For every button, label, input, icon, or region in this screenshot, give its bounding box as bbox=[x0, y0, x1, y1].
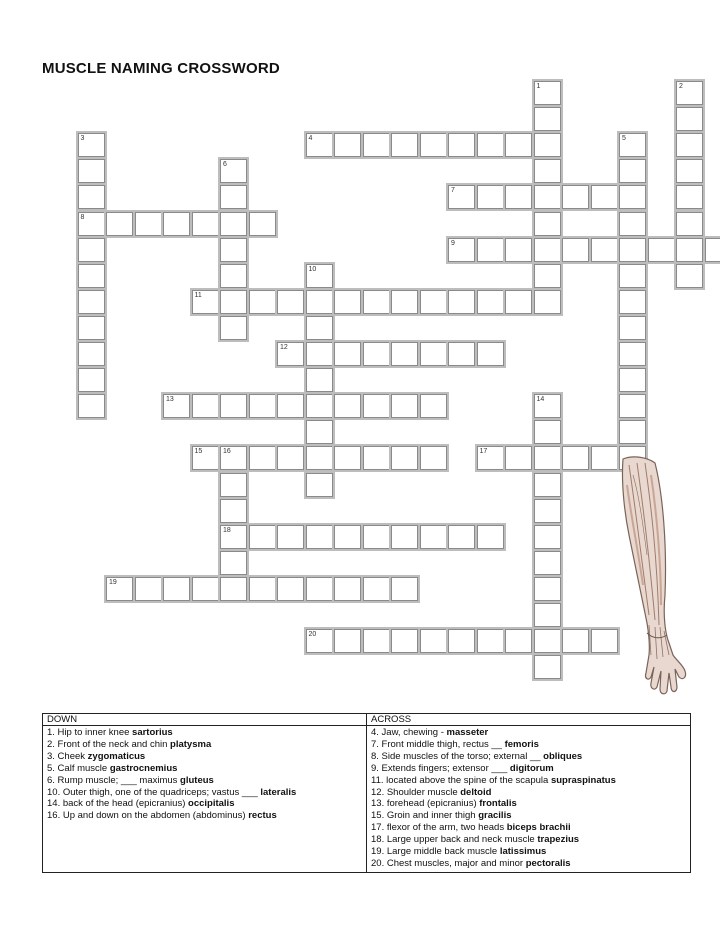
grid-cell[interactable] bbox=[477, 525, 504, 549]
clue-text: 14. back of the head (epicranius) bbox=[47, 798, 189, 810]
grid-cell[interactable] bbox=[477, 446, 504, 470]
grid-cell[interactable] bbox=[220, 290, 247, 314]
grid-cell[interactable] bbox=[534, 525, 561, 549]
grid-cell[interactable] bbox=[192, 212, 219, 236]
clue-answer: platysma bbox=[170, 738, 212, 750]
clue-answer: supraspinatus bbox=[550, 774, 616, 786]
grid-cell[interactable] bbox=[277, 342, 304, 366]
grid-cell[interactable] bbox=[277, 394, 304, 418]
down-clue bbox=[47, 763, 362, 775]
down-clue bbox=[47, 798, 362, 810]
clue-answer: biceps brachii bbox=[506, 822, 571, 834]
across-clue bbox=[371, 763, 686, 775]
across-clue bbox=[371, 810, 686, 822]
grid-cell[interactable] bbox=[676, 81, 703, 105]
across-header: ACROSS bbox=[367, 714, 691, 726]
grid-cell[interactable] bbox=[505, 238, 532, 262]
grid-cell[interactable] bbox=[334, 394, 361, 418]
grid-cell[interactable] bbox=[192, 446, 219, 470]
grid-cell[interactable] bbox=[420, 394, 447, 418]
clue-number: 11 bbox=[194, 291, 202, 299]
grid-cell[interactable] bbox=[391, 446, 418, 470]
grid-cell[interactable] bbox=[220, 185, 247, 209]
grid-cell[interactable] bbox=[363, 446, 390, 470]
down-clue bbox=[47, 810, 362, 822]
grid-cell[interactable] bbox=[676, 107, 703, 131]
clue-text: 8. Side muscles of the torso; external __ bbox=[371, 750, 544, 762]
down-clue bbox=[47, 775, 362, 787]
clue-answer: gluteus bbox=[180, 774, 214, 786]
grid-cell[interactable] bbox=[591, 185, 618, 209]
grid-cell[interactable] bbox=[534, 264, 561, 288]
grid-cell[interactable] bbox=[363, 290, 390, 314]
clue-number: 18 bbox=[223, 526, 231, 534]
grid-cell[interactable] bbox=[534, 499, 561, 523]
clue-number: 10 bbox=[308, 265, 317, 273]
clue-text: 18. Large upper back and neck muscle bbox=[371, 834, 538, 846]
clue-text: 11. located above the spine of the scapula bbox=[371, 774, 551, 786]
clue-text: 7. Front middle thigh, rectus __ bbox=[371, 738, 505, 750]
grid-cell[interactable] bbox=[192, 577, 219, 601]
grid-cell[interactable] bbox=[277, 525, 304, 549]
grid-cell[interactable] bbox=[676, 264, 703, 288]
clue-number: 8 bbox=[80, 213, 85, 221]
clue-number: 14 bbox=[536, 396, 545, 404]
grid-cell[interactable] bbox=[562, 629, 589, 653]
clue-text: 6. Rump muscle; ___ maximus bbox=[47, 774, 181, 786]
grid-cell[interactable] bbox=[334, 446, 361, 470]
clue-answer: deltoid bbox=[460, 786, 492, 798]
clue-text: 15. Groin and inner thigh bbox=[371, 810, 479, 822]
grid-cell[interactable] bbox=[220, 577, 247, 601]
grid-cell[interactable] bbox=[78, 159, 105, 183]
clue-text: 5. Calf muscle bbox=[47, 762, 110, 774]
grid-cell[interactable] bbox=[448, 629, 475, 653]
grid-cell[interactable] bbox=[249, 577, 276, 601]
grid-cell[interactable] bbox=[277, 446, 304, 470]
grid-cell[interactable] bbox=[334, 629, 361, 653]
grid-cell[interactable] bbox=[505, 290, 532, 314]
grid-cell[interactable] bbox=[477, 629, 504, 653]
forearm-muscle-illustration-icon bbox=[613, 455, 689, 695]
grid-cell[interactable] bbox=[249, 525, 276, 549]
grid-cell[interactable] bbox=[591, 238, 618, 262]
grid-cell[interactable] bbox=[676, 159, 703, 183]
clue-text: 9. Extends fingers; extensor ___ bbox=[371, 762, 510, 774]
clue-answer: zygomaticus bbox=[87, 750, 146, 762]
grid-cell[interactable] bbox=[391, 629, 418, 653]
grid-cell[interactable] bbox=[135, 577, 162, 601]
clue-text: 20. Chest muscles, major and minor bbox=[371, 857, 526, 869]
grid-cell[interactable] bbox=[277, 290, 304, 314]
grid-cell[interactable] bbox=[534, 655, 561, 679]
grid-cell[interactable] bbox=[420, 629, 447, 653]
grid-cell[interactable] bbox=[391, 577, 418, 601]
clue-answer: pectoralis bbox=[525, 857, 571, 869]
clue-number: 1 bbox=[536, 83, 541, 90]
grid-cell[interactable] bbox=[277, 577, 304, 601]
grid-cell[interactable] bbox=[505, 133, 532, 157]
clue-number: 17 bbox=[479, 448, 488, 456]
grid-cell[interactable] bbox=[363, 133, 390, 157]
grid-cell[interactable] bbox=[391, 290, 418, 314]
grid-cell[interactable] bbox=[534, 603, 561, 627]
grid-cell[interactable] bbox=[619, 290, 646, 314]
grid-cell[interactable] bbox=[306, 316, 333, 340]
grid-cell[interactable] bbox=[306, 629, 333, 653]
grid-cell[interactable] bbox=[534, 629, 561, 653]
grid-cell[interactable] bbox=[249, 290, 276, 314]
grid-cell[interactable] bbox=[477, 238, 504, 262]
clue-number: 7 bbox=[451, 187, 455, 195]
clue-answer: masseter bbox=[446, 727, 489, 738]
clue-text: 2. Front of the neck and chin bbox=[47, 738, 171, 750]
grid-cell[interactable] bbox=[306, 525, 333, 549]
grid-cell[interactable] bbox=[562, 238, 589, 262]
clue-answer: sartorius bbox=[132, 727, 173, 738]
clue-text: 1. Hip to inner knee bbox=[47, 727, 133, 738]
grid-cell[interactable] bbox=[505, 629, 532, 653]
grid-cell[interactable] bbox=[619, 420, 646, 444]
clue-number: 9 bbox=[451, 239, 455, 247]
clue-answer: gracilis bbox=[478, 810, 512, 822]
down-clue bbox=[47, 751, 362, 763]
grid-cell[interactable] bbox=[220, 238, 247, 262]
grid-cell[interactable] bbox=[534, 107, 561, 131]
grid-cell[interactable] bbox=[78, 133, 105, 157]
across-clue bbox=[371, 858, 686, 870]
grid-cell[interactable] bbox=[534, 238, 561, 262]
grid-cell[interactable] bbox=[448, 342, 475, 366]
clue-answer: digitorum bbox=[509, 762, 554, 774]
grid-cell[interactable] bbox=[448, 525, 475, 549]
grid-cell[interactable] bbox=[619, 133, 646, 157]
grid-cell[interactable] bbox=[220, 499, 247, 523]
grid-cell[interactable] bbox=[334, 577, 361, 601]
grid-cell[interactable] bbox=[448, 290, 475, 314]
grid-cell[interactable] bbox=[562, 446, 589, 470]
clue-answer: gastrocnemius bbox=[109, 762, 178, 774]
grid-cell[interactable] bbox=[676, 212, 703, 236]
grid-cell[interactable] bbox=[78, 185, 105, 209]
down-clue bbox=[47, 739, 362, 751]
grid-cell[interactable] bbox=[306, 133, 333, 157]
clue-answer: obliques bbox=[543, 750, 583, 762]
grid-cell[interactable] bbox=[477, 185, 504, 209]
grid-cell[interactable] bbox=[477, 133, 504, 157]
grid-cell[interactable] bbox=[391, 525, 418, 549]
clue-text: 16. Up and down on the abdomen (abdominus) bbox=[47, 810, 249, 822]
grid-cell[interactable] bbox=[306, 290, 333, 314]
across-clue bbox=[371, 787, 686, 799]
across-clue bbox=[371, 727, 686, 739]
down-header: DOWN bbox=[43, 714, 367, 726]
grid-cell[interactable] bbox=[619, 394, 646, 418]
grid-cell[interactable] bbox=[163, 394, 190, 418]
grid-cell[interactable] bbox=[534, 159, 561, 183]
grid-cell[interactable] bbox=[306, 368, 333, 392]
grid-cell[interactable] bbox=[363, 342, 390, 366]
grid-cell[interactable] bbox=[220, 473, 247, 497]
down-clue bbox=[47, 727, 362, 739]
across-clue bbox=[371, 834, 686, 846]
grid-cell[interactable] bbox=[534, 394, 561, 418]
grid-cell[interactable] bbox=[619, 368, 646, 392]
grid-cell[interactable] bbox=[648, 238, 675, 262]
grid-cell[interactable] bbox=[619, 212, 646, 236]
grid-cell[interactable] bbox=[534, 446, 561, 470]
clue-number: 13 bbox=[166, 396, 174, 404]
clue-answer: rectus bbox=[248, 810, 277, 822]
clue-answer: trapezius bbox=[537, 834, 580, 846]
grid-cell[interactable] bbox=[534, 81, 561, 105]
grid-cell[interactable] bbox=[78, 342, 105, 366]
grid-cell[interactable] bbox=[420, 342, 447, 366]
across-clue bbox=[371, 846, 686, 858]
grid-cell[interactable] bbox=[619, 264, 646, 288]
clue-answer: latissimus bbox=[499, 846, 547, 858]
grid-cell[interactable] bbox=[534, 420, 561, 444]
across-clue bbox=[371, 775, 686, 787]
grid-cell[interactable] bbox=[78, 212, 105, 236]
clue-number: 5 bbox=[622, 135, 626, 143]
grid-cell[interactable] bbox=[534, 185, 561, 209]
grid-cell[interactable] bbox=[220, 446, 247, 470]
grid-cell[interactable] bbox=[363, 629, 390, 653]
clue-text: 13. forehead (epicranius) bbox=[371, 798, 480, 810]
across-clue bbox=[371, 751, 686, 763]
grid-cell[interactable] bbox=[163, 212, 190, 236]
grid-cell[interactable] bbox=[420, 446, 447, 470]
grid-cell[interactable] bbox=[306, 473, 333, 497]
grid-cell[interactable] bbox=[534, 577, 561, 601]
clue-answer: occipitalis bbox=[188, 798, 235, 810]
grid-cell[interactable] bbox=[391, 394, 418, 418]
clue-number: 19 bbox=[109, 578, 117, 586]
grid-cell[interactable] bbox=[334, 133, 361, 157]
clue-number: 12 bbox=[280, 344, 288, 351]
grid-cell[interactable] bbox=[220, 159, 247, 183]
grid-cell[interactable] bbox=[534, 212, 561, 236]
grid-cell[interactable] bbox=[220, 212, 247, 236]
grid-cell[interactable] bbox=[619, 238, 646, 262]
clue-number: 16 bbox=[223, 448, 231, 456]
grid-cell[interactable] bbox=[78, 368, 105, 392]
across-clues bbox=[367, 726, 691, 873]
clue-number: 4 bbox=[308, 135, 313, 143]
grid-cell[interactable] bbox=[220, 551, 247, 575]
grid-cell[interactable] bbox=[534, 133, 561, 157]
grid-cell[interactable] bbox=[448, 185, 475, 209]
across-clue bbox=[371, 739, 686, 751]
grid-cell[interactable] bbox=[192, 290, 219, 314]
clue-number: 20 bbox=[308, 631, 317, 639]
across-clue bbox=[371, 798, 686, 810]
grid-cell[interactable] bbox=[220, 316, 247, 340]
grid-cell[interactable] bbox=[334, 290, 361, 314]
clue-text: 12. Shoulder muscle bbox=[371, 786, 461, 798]
grid-cell[interactable] bbox=[135, 212, 162, 236]
down-clue bbox=[47, 787, 362, 799]
down-clues bbox=[43, 726, 367, 873]
clue-answer: frontalis bbox=[479, 798, 517, 810]
grid-cell[interactable] bbox=[306, 264, 333, 288]
grid-cell[interactable] bbox=[78, 238, 105, 262]
grid-cell[interactable] bbox=[306, 342, 333, 366]
grid-cell[interactable] bbox=[705, 238, 720, 262]
grid-cell[interactable] bbox=[78, 264, 105, 288]
grid-cell[interactable] bbox=[78, 394, 105, 418]
grid-cell[interactable] bbox=[78, 316, 105, 340]
grid-cell[interactable] bbox=[448, 238, 475, 262]
grid-cell[interactable] bbox=[534, 473, 561, 497]
grid-cell[interactable] bbox=[220, 394, 247, 418]
grid-cell[interactable] bbox=[619, 316, 646, 340]
grid-cell[interactable] bbox=[334, 342, 361, 366]
grid-cell[interactable] bbox=[534, 290, 561, 314]
grid-cell[interactable] bbox=[676, 238, 703, 262]
grid-cell[interactable] bbox=[192, 394, 219, 418]
grid-cell[interactable] bbox=[220, 264, 247, 288]
grid-cell[interactable] bbox=[363, 525, 390, 549]
grid-cell[interactable] bbox=[477, 290, 504, 314]
grid-cell[interactable] bbox=[619, 185, 646, 209]
grid-cell[interactable] bbox=[676, 133, 703, 157]
grid-cell[interactable] bbox=[306, 420, 333, 444]
clue-answer: femoris bbox=[504, 738, 539, 750]
clue-number: 3 bbox=[80, 135, 85, 143]
clue-text: 3. Cheek bbox=[47, 750, 88, 762]
grid-cell[interactable] bbox=[391, 133, 418, 157]
grid-cell[interactable] bbox=[334, 525, 361, 549]
grid-cell[interactable] bbox=[106, 212, 133, 236]
clue-number: 6 bbox=[223, 161, 227, 169]
grid-cell[interactable] bbox=[619, 159, 646, 183]
grid-cell[interactable] bbox=[163, 577, 190, 601]
clue-answer: lateralis bbox=[260, 786, 297, 798]
grid-cell[interactable] bbox=[391, 342, 418, 366]
grid-cell[interactable] bbox=[619, 342, 646, 366]
clue-number: 15 bbox=[194, 448, 203, 456]
grid-cell[interactable] bbox=[220, 525, 247, 549]
grid-cell[interactable] bbox=[106, 577, 133, 601]
grid-cell[interactable] bbox=[306, 394, 333, 418]
grid-cell[interactable] bbox=[306, 446, 333, 470]
clues-table bbox=[42, 713, 691, 873]
grid-cell[interactable] bbox=[249, 394, 276, 418]
grid-cell[interactable] bbox=[534, 551, 561, 575]
page-title: MUSCLE NAMING CROSSWORD bbox=[42, 60, 280, 77]
grid-cell[interactable] bbox=[78, 290, 105, 314]
grid-cell[interactable] bbox=[249, 446, 276, 470]
clue-text: 4. Jaw, chewing - bbox=[371, 727, 447, 738]
grid-cell[interactable] bbox=[249, 212, 276, 236]
across-clue bbox=[371, 822, 686, 834]
grid-cell[interactable] bbox=[420, 290, 447, 314]
clue-text: 19. Large middle back muscle bbox=[371, 846, 500, 858]
grid-cell[interactable] bbox=[420, 133, 447, 157]
grid-cell[interactable] bbox=[306, 577, 333, 601]
grid-cell[interactable] bbox=[420, 525, 447, 549]
grid-cell[interactable] bbox=[505, 185, 532, 209]
grid-cell[interactable] bbox=[676, 185, 703, 209]
clue-number: 2 bbox=[679, 83, 683, 90]
grid-cell[interactable] bbox=[562, 185, 589, 209]
clue-text: 10. Outer thigh, one of the quadriceps; vastus ___ bbox=[47, 786, 261, 798]
grid-cell[interactable] bbox=[505, 446, 532, 470]
grid-cell[interactable] bbox=[448, 133, 475, 157]
grid-cell[interactable] bbox=[363, 394, 390, 418]
grid-cell[interactable] bbox=[477, 342, 504, 366]
grid-cell[interactable] bbox=[363, 577, 390, 601]
clue-text: 17. flexor of the arm, two heads bbox=[371, 822, 507, 834]
